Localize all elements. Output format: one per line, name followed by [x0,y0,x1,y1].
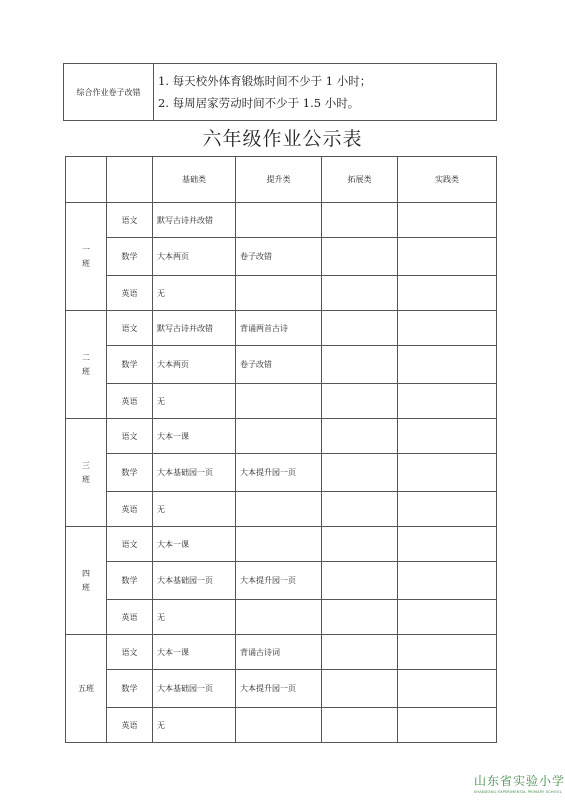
general-homework-label: 综合作业卷子改错 [64,64,154,121]
housework-requirement: 2. 每周居家劳动时间不少于 1.5 小时。 [158,96,360,110]
table-row [66,419,497,454]
school-logo-subtitle: SHANDONG EXPERIMENTAL PRIMARY SCHOOL [474,790,562,794]
practice-task-cell [398,419,497,454]
subject-cell: 英语 [107,276,153,311]
table-row [66,311,497,346]
school-logo-text: 山东省实验小学 [474,774,565,788]
class-name-cell [66,635,107,743]
advanced-task-cell: 大本提升园一页 [236,454,322,492]
table-row [66,384,497,419]
table-row [66,635,497,670]
header-cell-subject [107,157,153,203]
practice-task-cell [398,670,497,708]
practice-task-cell [398,708,497,743]
class-name-top: 一 [82,244,90,254]
extend-task-cell [322,670,398,708]
advanced-task-cell [236,203,322,238]
advanced-task-cell [236,527,322,562]
extend-task-cell [322,492,398,527]
advanced-task-cell: 背诵古诗词 [236,635,322,670]
class-name-top: 四 [82,568,90,578]
practice-task-cell [398,346,497,384]
exercise-requirement: 1. 每天校外体育锻炼时间不少于 1 小时； [158,74,372,88]
header-cell-class [66,157,107,203]
practice-task-cell [398,635,497,670]
table-row [66,454,497,492]
basic-task-cell: 大本基础园一页 [153,670,236,708]
header-cell-advanced: 提升类 [236,157,322,203]
advanced-task-cell: 背诵两首古诗 [236,311,322,346]
basic-task-cell: 大本两页 [153,346,236,384]
table-row [66,238,497,276]
class-name-bottom: 班 [82,366,90,376]
practice-task-cell [398,454,497,492]
school-logo [474,772,564,798]
subject-cell: 数学 [107,670,153,708]
subject-cell: 语文 [107,635,153,670]
extend-task-cell [322,600,398,635]
basic-task-cell: 无 [153,600,236,635]
extend-task-cell [322,203,398,238]
practice-task-cell [398,203,497,238]
practice-task-cell [398,276,497,311]
class-name-bottom: 班 [82,258,90,268]
subject-cell: 英语 [107,384,153,419]
extend-task-cell [322,384,398,419]
extend-task-cell [322,311,398,346]
extend-task-cell [322,527,398,562]
practice-task-cell [398,238,497,276]
subject-cell: 数学 [107,346,153,384]
table-row [66,562,497,600]
practice-task-cell [398,527,497,562]
subject-cell: 数学 [107,454,153,492]
advanced-task-cell [236,492,322,527]
extend-task-cell [322,238,398,276]
extend-task-cell [322,346,398,384]
class-name-cell [66,311,107,419]
header-row [66,157,497,203]
basic-task-cell: 大本一课 [153,635,236,670]
class-name-top: 三 [82,460,90,470]
extend-task-cell [322,562,398,600]
subject-cell: 英语 [107,600,153,635]
advanced-task-cell: 大本提升园一页 [236,670,322,708]
advanced-task-cell [236,708,322,743]
extend-task-cell [322,276,398,311]
page-title: 六年级作业公示表 [202,128,363,150]
practice-task-cell [398,384,497,419]
table-row [66,203,497,238]
homework-table [65,156,497,743]
basic-task-cell: 大本两页 [153,238,236,276]
subject-cell: 语文 [107,419,153,454]
table-row [66,276,497,311]
advanced-task-cell: 大本提升园一页 [236,562,322,600]
basic-task-cell: 无 [153,276,236,311]
table-row [66,670,497,708]
subject-cell: 英语 [107,708,153,743]
basic-task-cell: 默写古诗并改错 [153,203,236,238]
table-row [66,708,497,743]
advanced-task-cell [236,600,322,635]
class-name-cell [66,203,107,311]
class-name-cell [66,419,107,527]
subject-cell: 数学 [107,562,153,600]
basic-task-cell: 无 [153,492,236,527]
general-homework-content [154,64,497,121]
basic-task-cell: 大本一课 [153,419,236,454]
class-name-top: 二 [82,352,90,362]
advanced-task-cell: 卷子改错 [236,238,322,276]
header-cell-practice: 实践类 [398,157,497,203]
basic-task-cell: 大本基础园一页 [153,454,236,492]
practice-task-cell [398,562,497,600]
practice-task-cell [398,311,497,346]
advanced-task-cell [236,384,322,419]
table-row [66,600,497,635]
subject-cell: 语文 [107,527,153,562]
practice-task-cell [398,492,497,527]
subject-cell: 英语 [107,492,153,527]
general-homework-table [63,63,497,121]
basic-task-cell: 大本一课 [153,527,236,562]
subject-cell: 语文 [107,203,153,238]
extend-task-cell [322,419,398,454]
practice-task-cell [398,600,497,635]
basic-task-cell: 大本基础园一页 [153,562,236,600]
basic-task-cell: 无 [153,384,236,419]
table-row [66,346,497,384]
extend-task-cell [322,635,398,670]
class-name-top: 五班 [78,683,94,693]
table-row [66,492,497,527]
table-row [66,527,497,562]
extend-task-cell [322,454,398,492]
class-name-bottom: 班 [82,582,90,592]
header-cell-basic: 基础类 [153,157,236,203]
basic-task-cell: 默写古诗并改错 [153,311,236,346]
advanced-task-cell: 卷子改错 [236,346,322,384]
advanced-task-cell [236,419,322,454]
class-name-cell [66,527,107,635]
subject-cell: 语文 [107,311,153,346]
subject-cell: 数学 [107,238,153,276]
advanced-task-cell [236,276,322,311]
header-cell-extend: 拓展类 [322,157,398,203]
extend-task-cell [322,708,398,743]
basic-task-cell: 无 [153,708,236,743]
class-name-bottom: 班 [82,474,90,484]
